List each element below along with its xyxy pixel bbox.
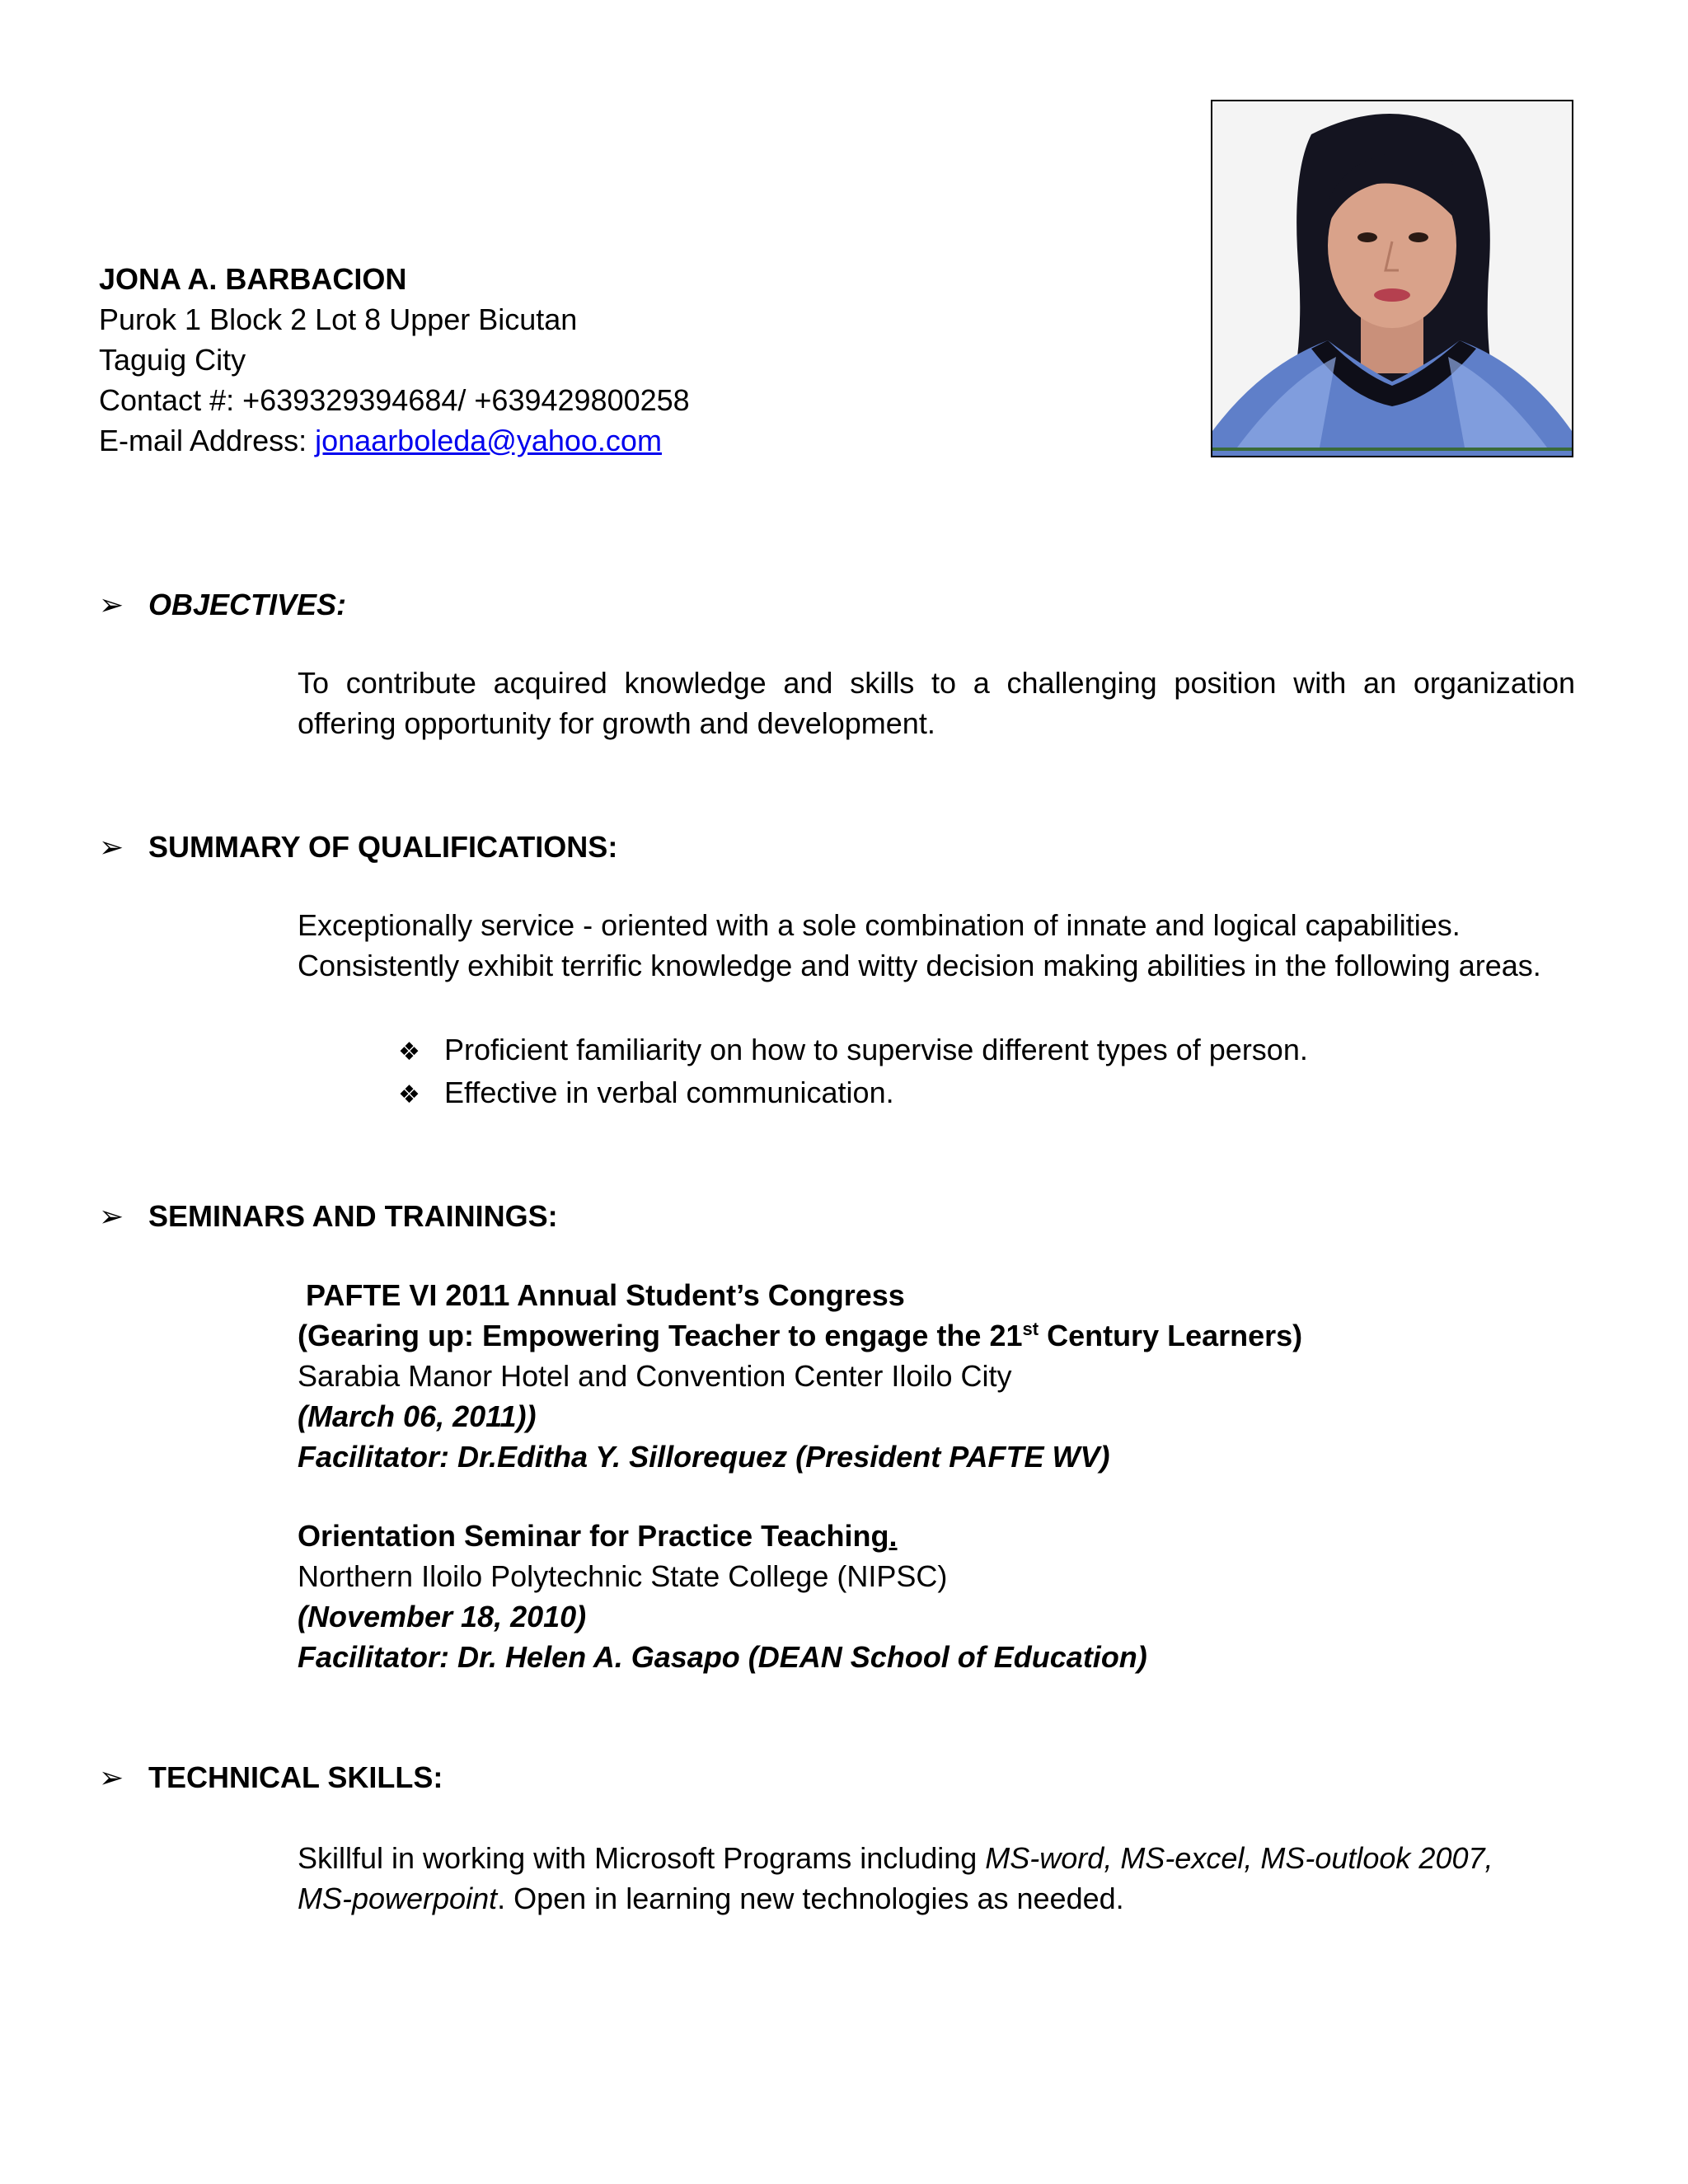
applicant-name: JONA A. BARBACION xyxy=(99,262,407,296)
email-label: E-mail Address: xyxy=(99,424,307,457)
technical-programs: MS-word, MS-excel, MS-outlook 2007, xyxy=(985,1841,1493,1875)
qualifications-heading xyxy=(99,827,617,867)
address-line-1: Purok 1 Block 2 Lot 8 Upper Bicutan xyxy=(99,302,578,336)
email-line xyxy=(99,420,690,461)
seminar-date: (November 18, 2010) xyxy=(298,1600,587,1633)
seminar-date: (March 06, 2011)) xyxy=(298,1399,537,1433)
seminar-title xyxy=(298,1516,1575,1556)
technical-text-plain: Skillful in working with Microsoft Programs including xyxy=(298,1841,986,1875)
qualifications-bullets xyxy=(398,1029,1308,1114)
technical-text xyxy=(298,1838,1575,1919)
seminar-title-suffix: . xyxy=(889,1519,898,1553)
qualifications-line-2: Consistently exhibit terrific knowledge and witty decision making abilities in the following areas. xyxy=(298,949,1541,982)
qualifications-line-1: Exceptionally service - oriented with a sole combination of innate and logical capabilities. xyxy=(298,908,1461,942)
email-link[interactable]: jonaarboleda@yahoo.com xyxy=(315,424,662,457)
contact-block xyxy=(99,259,690,461)
address-line-2: Taguig City xyxy=(99,343,246,377)
profile-photo xyxy=(1211,100,1573,457)
seminar-subtitle-text: (Gearing up: Empowering Teacher to engage the 21 xyxy=(298,1319,1023,1352)
objectives-heading-text: OBJECTIVES: xyxy=(148,588,347,621)
technical-program-ppt: MS-powerpoint xyxy=(298,1882,498,1915)
diamond-bullet-icon: ❖ xyxy=(398,1038,420,1066)
seminars-heading xyxy=(99,1196,558,1236)
seminar-subtitle xyxy=(298,1315,1575,1356)
seminar-subtitle-text-end: Century Learners) xyxy=(1039,1319,1303,1352)
diamond-bullet-icon: ❖ xyxy=(398,1081,420,1108)
arrow-bullet-icon: ➢ xyxy=(99,588,124,621)
technical-text-end: . Open in learning new technologies as needed. xyxy=(497,1882,1124,1915)
bullet-text: Proficient familiarity on how to supervise different types of person. xyxy=(444,1033,1308,1066)
arrow-bullet-icon: ➢ xyxy=(99,1760,124,1794)
bullet-text: Effective in verbal communication. xyxy=(444,1076,894,1109)
arrow-bullet-icon: ➢ xyxy=(99,1199,124,1233)
qualifications-heading-text: SUMMARY OF QUALIFICATIONS: xyxy=(148,830,618,864)
technical-line-2 xyxy=(298,1878,1575,1919)
technical-heading xyxy=(99,1757,443,1797)
portrait-photo-icon xyxy=(1212,101,1572,456)
seminar-venue: Sarabia Manor Hotel and Convention Center Iloilo City xyxy=(298,1359,1012,1393)
contact-line xyxy=(99,380,690,420)
list-item xyxy=(398,1071,1308,1114)
qualifications-summary xyxy=(298,905,1575,986)
technical-heading-text: TECHNICAL SKILLS: xyxy=(148,1760,443,1794)
objectives-heading xyxy=(99,584,346,625)
contact-label: Contact #: xyxy=(99,383,235,417)
contact-numbers: +639329394684/ +639429800258 xyxy=(242,383,690,417)
list-item xyxy=(398,1029,1308,1071)
seminar-title-text: Orientation Seminar for Practice Teaching xyxy=(298,1519,889,1553)
seminar-facilitator: Facilitator: Dr.Editha Y. Sillorequez (President PAFTE WV) xyxy=(298,1440,1110,1474)
seminar-facilitator: Facilitator: Dr. Helen A. Gasapo (DEAN School of Education) xyxy=(298,1640,1147,1674)
arrow-bullet-icon: ➢ xyxy=(99,830,124,864)
seminar-title: PAFTE VI 2011 Annual Student’s Congress xyxy=(298,1278,905,1312)
objectives-text: To contribute acquired knowledge and skills to a challenging position with an organization offering opportunity for growth and development. xyxy=(298,666,1575,740)
seminar-venue: Northern Iloilo Polytechnic State College (NIPSC) xyxy=(298,1559,948,1593)
technical-line-1 xyxy=(298,1838,1575,1878)
seminar-entry-1 xyxy=(298,1275,1575,1477)
seminars-heading-text: SEMINARS AND TRAININGS: xyxy=(148,1199,558,1233)
seminar-subtitle-sup: st xyxy=(1022,1319,1039,1339)
seminar-entry-2 xyxy=(298,1516,1575,1677)
